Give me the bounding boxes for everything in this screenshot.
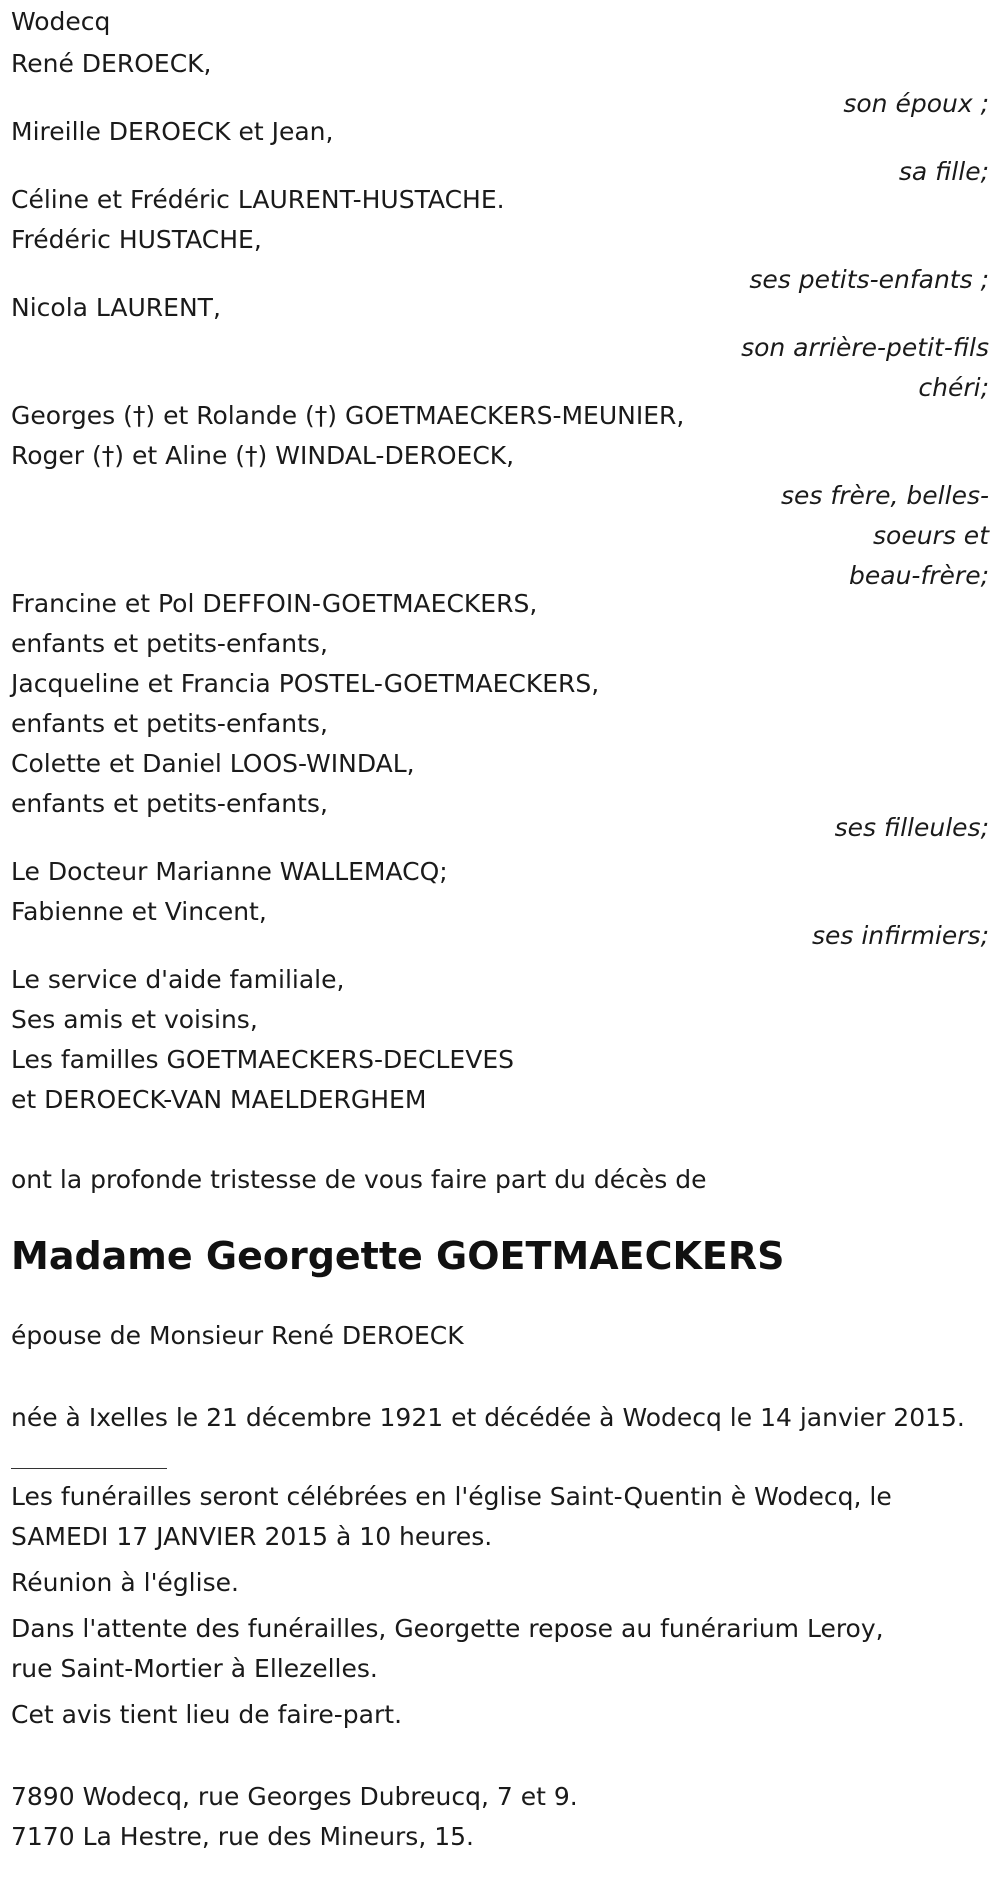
family-name-line: Nicola LAURENT,: [11, 293, 221, 322]
family-name-line: Francine et Pol DEFFOIN-GOETMAECKERS,: [11, 589, 538, 618]
announcement-text: ont la profonde tristesse de vous faire part du décès de: [11, 1165, 707, 1194]
rest-line: Dans l'attente des funérailles, Georgette repose au funérarium Leroy,: [11, 1614, 884, 1643]
family-group: [11, 180, 1000, 300]
relation-label: ses petits-enfants ;: [749, 265, 989, 294]
other-mourners: [11, 960, 1000, 1120]
deceased-name: Madame Georgette GOETMAECKERS: [11, 1234, 785, 1278]
relation-label: son arrière-petit-fils: [741, 333, 989, 362]
relation-label: ses filleules;: [834, 813, 989, 842]
spouse-line: épouse de Monsieur René DEROECK: [11, 1321, 464, 1350]
relation-label: sa fille;: [898, 157, 989, 186]
family-name-line: Jacqueline et Francia POSTEL-GOETMAECKERS,: [11, 669, 600, 698]
family-name-line: Georges (†) et Rolande (†) GOETMAECKERS-MEUNIER,: [11, 401, 685, 430]
mourner-line: Ses amis et voisins,: [11, 1005, 258, 1034]
family-name-line: Colette et Daniel LOOS-WINDAL,: [11, 749, 415, 778]
family-name-line: Mireille DEROECK et Jean,: [11, 117, 334, 146]
relation-label: beau-frère;: [849, 561, 989, 590]
funeral-service-line: SAMEDI 17 JANVIER 2015 à 10 heures.: [11, 1522, 493, 1551]
family-name-line: Le Docteur Marianne WALLEMACQ;: [11, 857, 448, 886]
address-line: 7170 La Hestre, rue des Mineurs, 15.: [11, 1822, 474, 1851]
relation-label: chéri;: [918, 373, 989, 402]
addresses: [11, 1777, 1000, 1857]
family-name-line: Roger (†) et Aline (†) WINDAL-DEROECK,: [11, 441, 515, 470]
relation-label: ses frère, belles-: [781, 481, 989, 510]
family-name-line: Céline et Frédéric LAURENT-HUSTACHE.: [11, 185, 505, 214]
family-group: [11, 852, 1000, 956]
mourner-line: Les familles GOETMAECKERS-DECLEVES: [11, 1045, 514, 1074]
family-name-line: Frédéric HUSTACHE,: [11, 225, 262, 254]
relation-label: son époux ;: [843, 89, 989, 118]
family-name-line: enfants et petits-enfants,: [11, 629, 328, 658]
address-line: 7890 Wodecq, rue Georges Dubreucq, 7 et 9.: [11, 1782, 578, 1811]
relation-label: ses infirmiers;: [811, 921, 989, 950]
header-place: Wodecq: [11, 7, 111, 36]
meeting-line: Réunion à l'église.: [11, 1568, 239, 1597]
mourner-line: Le service d'aide familiale,: [11, 965, 345, 994]
family-name-line: enfants et petits-enfants,: [11, 789, 328, 818]
mourner-line: et DEROECK-VAN MAELDERGHEM: [11, 1085, 427, 1114]
family-group: [11, 584, 1000, 848]
funeral-info: [11, 1477, 1000, 1735]
family-group: [11, 288, 1000, 408]
relation-label: soeurs et: [873, 521, 989, 550]
funeral-service-line: Les funérailles seront célébrées en l'église Saint-Quentin è Wodecq, le: [11, 1482, 892, 1511]
family-group: [11, 396, 1000, 596]
family-name-line: enfants et petits-enfants,: [11, 709, 328, 738]
family-name-line: Fabienne et Vincent,: [11, 897, 267, 926]
divider-rule: [11, 1438, 167, 1469]
dates-line: née à Ixelles le 21 décembre 1921 et décédée à Wodecq le 14 janvier 2015.: [11, 1403, 965, 1432]
family-name-line: René DEROECK,: [11, 49, 212, 78]
rest-line: rue Saint-Mortier à Ellezelles.: [11, 1654, 378, 1683]
notice-line: Cet avis tient lieu de faire-part.: [11, 1700, 403, 1729]
